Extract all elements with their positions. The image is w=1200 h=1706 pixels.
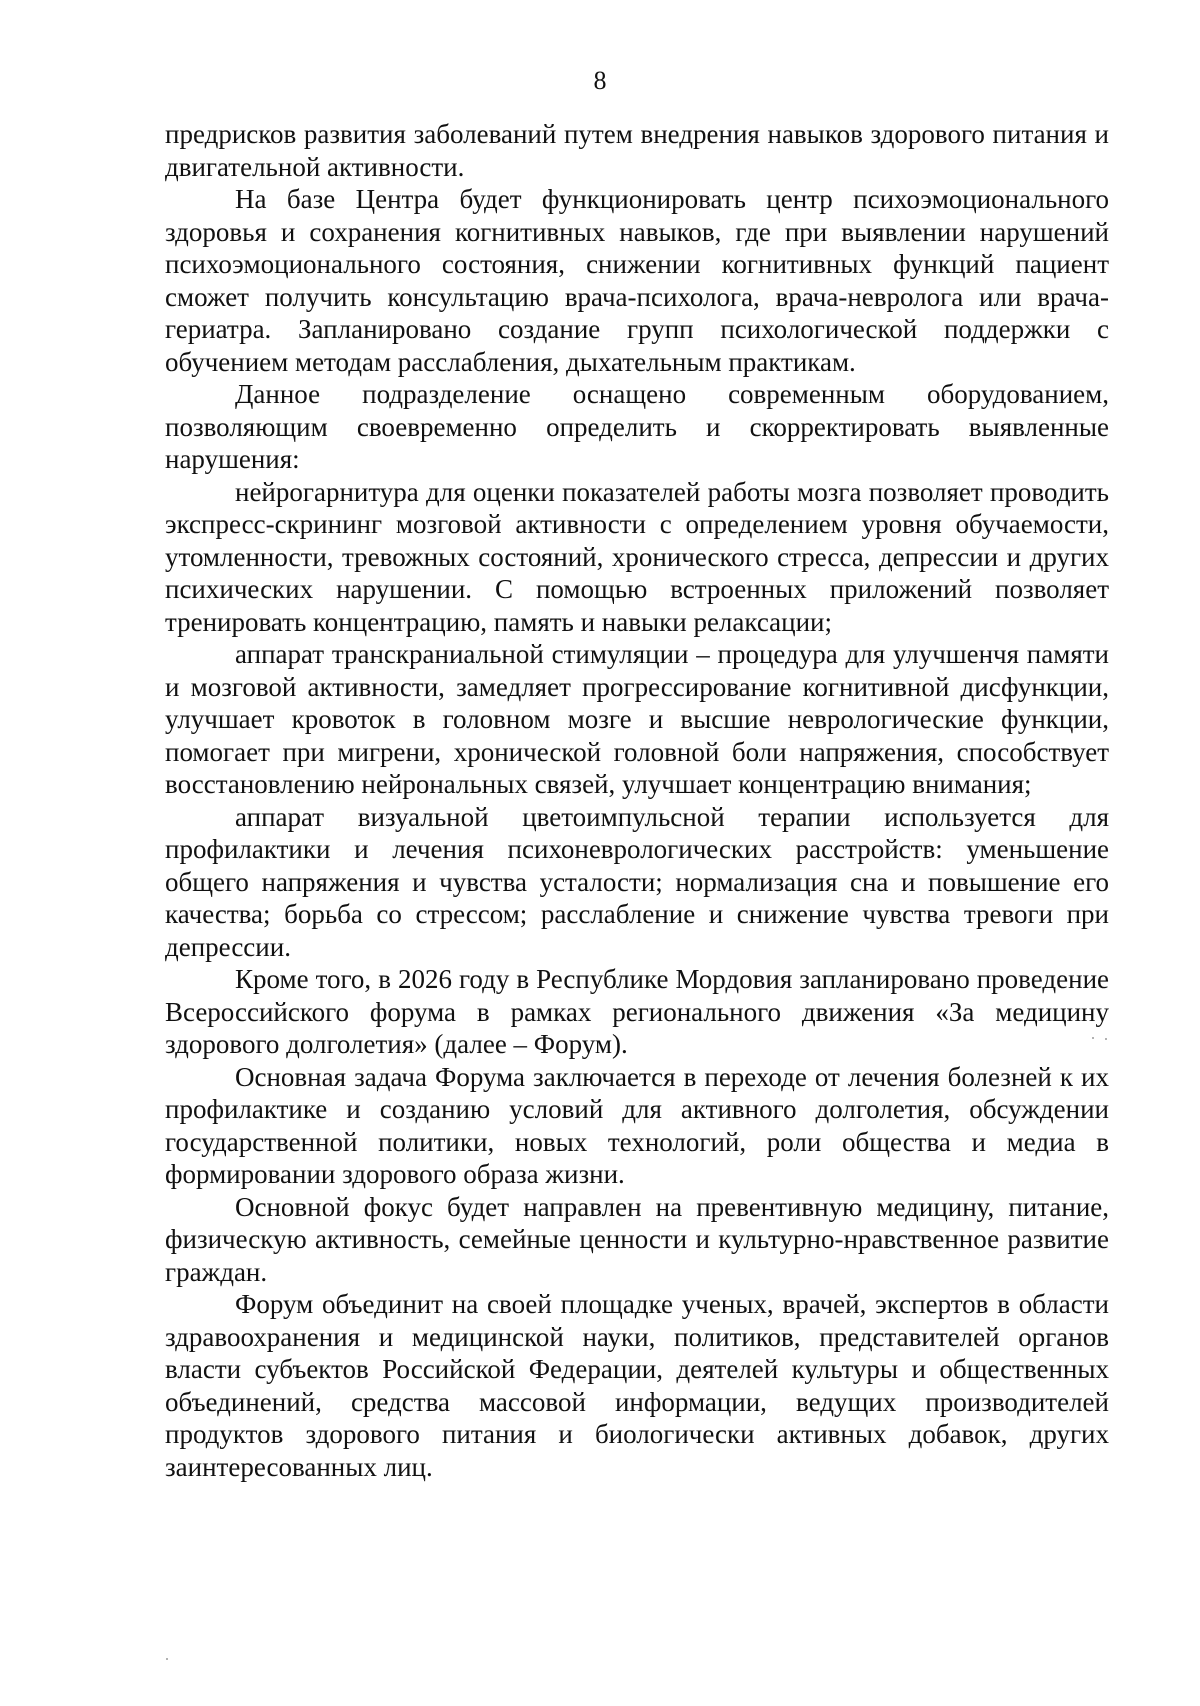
paragraph-forum-participants: Форум объединит на своей площадке ученых, врачей, экспертов в области здравоохранения и медицинской науки, политиков, представителей органов власти субъектов Российской Федерации, деятелей культуры и общественных объединений, средства массовой информации, ведущих производителей продуктов здорового питания и биологически активных добавок, других заинтересованных лиц.: [165, 1289, 1109, 1482]
paragraph-forum-goal: Основная задача Форума заключается в переходе от лечения болезней к их профилактике и созданию условий для активного долголетия, обсуждении государственной политики, новых технологий, роли общества и медиа в формировании здорового образа жизни.: [165, 1061, 1109, 1189]
scan-speck: [1105, 1038, 1107, 1040]
body-text: [165, 118, 1109, 1483]
paragraph-equipment-intro: Данное подразделение оснащено современным оборудованием, позволяющим своевременно определить и скорректировать выявленные нарушения:: [165, 379, 1109, 474]
scan-speck: [1092, 1037, 1094, 1039]
paragraph-transcranial-stimulation: аппарат транскраниальной стимуляции – процедура для улучшенчя памяти и мозговой активности, замедляет прогрессирование когнитивной дисфункции, улучшает кровоток в головном мозге и высшие неврологические функции, помогает при мигрени, хронической головной боли напряжения, способствует восстановлению нейрональных связей, улучшает концентрацию внимания;: [165, 639, 1109, 799]
paragraph-neuroheadset: нейрогарнитура для оценки показателей работы мозга позволяет проводить экспресс-скрининг мозговой активности с определением уровня обучаемости, утомленности, тревожных состояний, хронического стресса, депрессии и других психических нарушении. С помощью встроенных приложений позволяет тренировать концентрацию, память и навыки релаксации;: [165, 476, 1109, 637]
scan-speck: [166, 1658, 168, 1660]
paragraph-forum-focus: Основной фокус будет направлен на превентивную медицину, питание, физическую активность, семейные ценности и культурно-нравственное развитие граждан.: [165, 1191, 1109, 1287]
paragraph-forum-announcement: Кроме того, в 2026 году в Республике Мордовия запланировано проведение Всероссийского форума в рамках регионального движения «За медицину здорового долголетия» (далее – Форум).: [165, 964, 1109, 1059]
paragraph-continuation: предрисков развития заболеваний путем внедрения навыков здорового питания и двигательной активности.: [165, 119, 1109, 182]
paragraph-center-services: На базе Центра будет функционировать центр психоэмоционального здоровья и сохранения когнитивных навыков, где при выявлении нарушений психоэмоционального состояния, снижении когнитивных функций пациент сможет получить консультацию врача-психолога, врача-невролога или врача-гериатра. Запланировано создание групп психологической поддержки с обучением методам расслабления, дыхательным практикам.: [165, 184, 1109, 377]
page-number: 8: [593, 66, 607, 95]
paragraph-color-impulse-therapy: аппарат визуальной цветоимпульсной терапии используется для профилактики и лечения психоневрологических расстройств: уменьшение общего напряжения и чувства усталости; нормализация сна и повышение его качества; борьба со стрессом; расслабление и снижение чувства тревоги при депрессии.: [165, 801, 1109, 962]
